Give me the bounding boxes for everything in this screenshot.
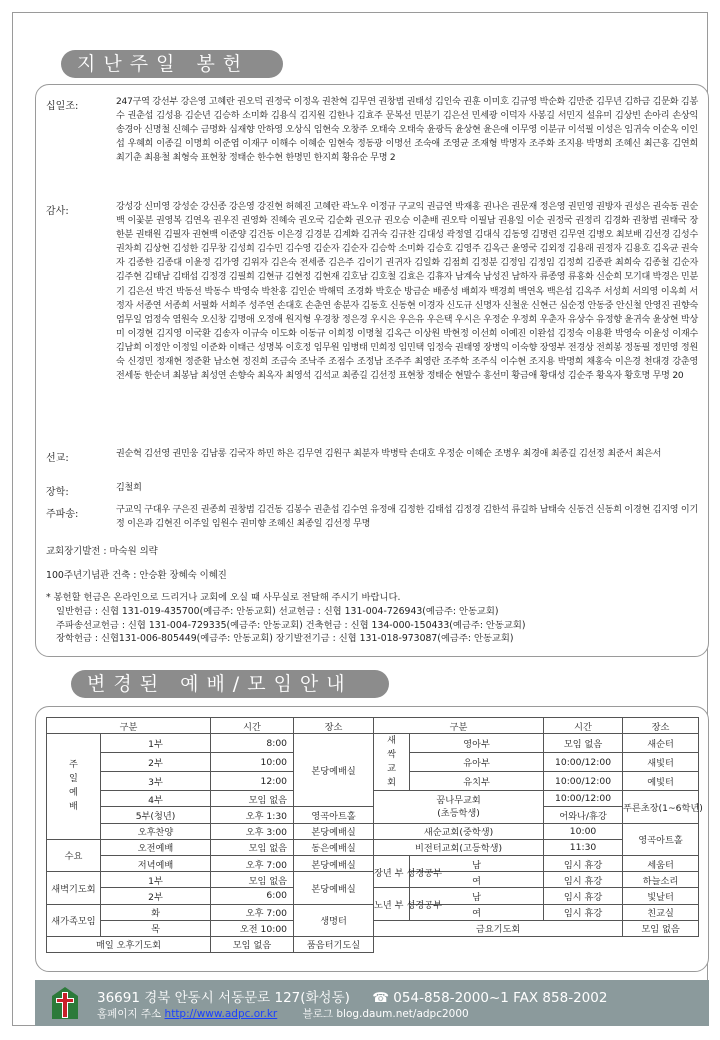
table-row: [47, 904, 699, 920]
cell: 새빛터: [623, 753, 699, 772]
cell: 모임 없음: [623, 920, 699, 936]
notice-line: 주파송선교헌금 : 신협 131-004-729335(예금주: 안동교회) 건축헌금 : 신협 134-000-150433(예금주: 안동교회): [56, 619, 526, 631]
cell: 새벽기도회: [47, 872, 101, 904]
cell: 본당예배실: [294, 823, 374, 839]
cell: 새순교회(중학생): [374, 823, 544, 839]
cell: 예빛터: [623, 772, 699, 791]
address: 36691 경북 안동시 서동문로 127(화성동): [97, 990, 350, 1006]
cell: 어와나/휴강: [544, 807, 623, 823]
schedule-section-title: 변경된 예배/모임안내: [71, 670, 389, 698]
dream-church-label: 꿈나무교회 (초등학생): [374, 791, 544, 823]
table-row: [47, 872, 699, 888]
cell: 임시 휴강: [544, 888, 623, 904]
footer: [35, 980, 709, 1026]
cell: 2부: [101, 753, 211, 772]
homepage-link[interactable]: http://www.adpc.or.kr: [164, 1008, 278, 1020]
cell: 화: [101, 904, 211, 920]
cell: 10:00/12:00: [544, 791, 623, 807]
phone: ☎ 054-858-2000~1 FAX 858-2002: [372, 990, 608, 1006]
cell: 임시 휴강: [544, 855, 623, 871]
cell: 8:00: [211, 734, 294, 753]
cell: 모임 없음: [544, 734, 623, 753]
cell: 세움터: [623, 855, 699, 871]
cell: 영곡아트홀: [623, 823, 699, 855]
sunday-worship-label: 주일예배: [47, 734, 101, 840]
cell: 유치부: [410, 772, 544, 791]
cell: 10:00: [544, 823, 623, 839]
table-row: [47, 823, 699, 839]
church-logo-icon: [51, 986, 79, 1020]
cell: 본당예배실: [294, 734, 374, 807]
table-row: [47, 855, 699, 871]
cell: 오후 3:00: [211, 823, 294, 839]
cell: 푸른초장(1~6학년): [623, 791, 699, 823]
offering-notice: [46, 591, 696, 646]
cell: 오후 7:00: [211, 904, 294, 920]
table-row: [47, 936, 699, 952]
cell: 12:00: [211, 772, 294, 791]
cell: 임시 휴강: [544, 872, 623, 888]
cell: 오전예배: [101, 839, 211, 855]
cell: 목: [101, 920, 211, 936]
cell: 임시 휴강: [544, 904, 623, 920]
sunday-school-label: 새싹교회: [374, 734, 410, 791]
cell: 10:00/12:00: [544, 772, 623, 791]
cell: 오후찬양: [101, 823, 211, 839]
schedule-box: [35, 706, 709, 972]
cell: 오후 7:00: [211, 855, 294, 871]
cell: 비전터교회(고등학생): [374, 839, 544, 855]
cell: 영아부: [410, 734, 544, 753]
col-header: 시간: [211, 718, 294, 734]
cell: 11:30: [544, 839, 623, 855]
homepage-label: 홈페이지 주소: [97, 1008, 162, 1020]
cell: 노년 부 성경공부: [374, 888, 410, 920]
col-header: 구분: [374, 718, 544, 734]
col-header: 시간: [544, 718, 623, 734]
col-header: 장소: [623, 718, 699, 734]
cell: 영곡아트홀: [294, 807, 374, 823]
memorial-names: 구교익 구대우 구은진 권종희 권창범 김건동 김봉수 권춘섭 김수연 유정애 김정한 김태섭 김정경 김한석 류길하 남태숙 신동건 신동희 이경현 김지영 이기정 이은과 김현진 이주일 임원수 권미향 조혜신 최종일 김선정 무명: [116, 505, 698, 530]
blog-address: 블로그 blog.daum.net/adpc2000: [302, 1008, 469, 1020]
tithe-names: 247구역 강선부 강은영 고혜란 권오덕 권정국 이정옥 권찬혁 김무연 권창범 권태성 김인숙 권훈 이미호 김규영 박순화 김만준 김무년 김하금 김문화 김봉수 권춘섭 김성용 김순년 김승하 소미화 김용식 김지원 김한나 김효주 문복선 민분기 김은선 민세광 이덕자 사봉길 서민지 설유미 김상빈 손아리 손상익 송경아 신명철 신혜수 금명화 심재향 안하영 오상식 임현숙 오창주 오태숙 오태숙 윤광득 윤상현 윤은애 이무영 이분규 이석필 이성은 임귀숙 이순옥 이인섭 우혜희 이종길 이명희 이준엽 이재구 이해수 이혜순 임현숙 정동광 이명선 조숙애 조영균 조재형 박명자 조주화 조지용 박명희 조혜신 최근홍 김연희 최기춘 최용철 최형숙 표현창 정태순 한수현 한명민 한지희 황유순 무명 2: [116, 97, 698, 164]
scholarship-label: 장학:: [46, 487, 69, 498]
memorial-label: 주파송:: [46, 509, 79, 520]
cell: 여: [410, 904, 544, 920]
offerings-box: [35, 84, 709, 657]
cell: 오후 1:30: [211, 807, 294, 823]
cell: 남: [410, 888, 544, 904]
table-row: [47, 718, 699, 734]
cell: 본당예배실: [294, 872, 374, 904]
cell: 10:00: [211, 753, 294, 772]
empty-cell: [374, 936, 699, 952]
cell: 동은예배실: [294, 839, 374, 855]
cell: 저녁예배: [101, 855, 211, 871]
cell: 모임 없음: [211, 936, 294, 952]
cell: 본당예배실: [294, 855, 374, 871]
cell: 생명터: [294, 904, 374, 936]
equipment-line: 교회장기발전 : 마숙원 의략: [46, 546, 158, 557]
cell: 매일 오후기도회: [47, 936, 211, 952]
cell: 오전 10:00: [211, 920, 294, 936]
thanks-names: 강성강 신미영 강성순 강신종 강은영 강진현 허혜진 고혜란 곽노우 이정규 구교익 권금연 박재홍 권나은 권문재 정은영 권민영 권방자 권성은 권숙동 권순백 이꽃분 권영복 김연옥 권우진 권영화 진혜숙 권오국 김순화 권오규 권오승 이춘배 권오탁 이필남 권용일 이순 권정국 권정리 김경화 권창범 권태국 장한분 권태원 김필자 권현백 이준양 김건동 이은경 김경분 김계화 김귀숙 김규찬 김대성 곽정열 김대식 김동영 김명련 김무연 김병오 최보배 김선경 김성수 권차희 김상현 김성한 김무창 김성희 김수민 김수영 김순자 김순자 김승학 소미화 김승호 김영주 김옥근 윤영국 김외정 김용래 권정자 김용호 김옥균 권숙자 김종한 김종대 이윤정 김가영 김위자 김은숙 전세종 김은주 김이기 권귀자 김일화 김점희 김정분 김정임 김정임 김정희 김종관 최희숙 김종철 김순자 김주현 김태남 김태섭 김정경 김필희 김현규 김현정 김현재 김호남 김호철 김효은 김휴자 남계숙 남성진 남하자 류종영 류홍화 신순희 모기대 박경은 민분기 김은선 박건 박동선 박동수 박영숙 박찬홍 김인순 박해덕 조경화 박호순 방금순 배종성 배희자 백경희 백연옥 백은섭 김옥주 서성희 서의영 이옥희 서정자 서종연 서종희 서필화 서희주 성주연 손대호 손춘연 송분자 김동호 신동현 이경자 신도규 신명자 신철운 신현근 심순정 안동중 안신철 안영진 권향숙 엄무일 엄정숙 염원숙 오신창 김명애 오정애 원지형 우경창 정은경 우시은 우은유 우은택 우시은 우정순 우정희 우춘자 유상수 유정향 윤귀숙 윤상현 박상미 이경현 김지영 이국환 김송자 이규숙 이도화 이동규 이희정 이명철 김옥근 이상원 박현정 이선희 이예진 이완섭 김정숙 이용환 박영숙 이윤성 이재수 김남희 이정안 이정일 이준화 이태근 성명복 이호정 임무원 임병태 민희정 임민택 임정숙 권태영 장병익 이숙향 장영부 전경상 전희봉 정동필 정민영 정원숙 신경민 정재현 정준환 남소현 정진희 조금숙 조낙주 조점수 조정남 조주주 최영란 조주학 조주식 이수현 조지용 박명희 채홍숙 이은경 천대경 강춘영 전세동 한순녀 최봉남 최성연 손향숙 최옥자 최영석 김석교 최종길 김선정 표현창 정태순 현말수 홍선미 황금애 황대성 김순주 황옥자 황호명 무명 20: [116, 202, 698, 382]
cell: 4부: [101, 791, 211, 807]
cell: 새순터: [623, 734, 699, 753]
col-header: 구분: [47, 718, 211, 734]
schedule-table: [46, 717, 703, 953]
missions-label: 선교:: [46, 453, 69, 464]
table-row: [47, 734, 699, 753]
notice-line: 장학헌금 : 신협131-006-805449(예금주: 안동교회) 장기발전기금 : 신협 131-018-973087(예금주: 안동교회): [56, 633, 514, 645]
notice-line: 일반헌금 : 신협 131-019-435700(예금주: 안동교회) 선교헌금 : 신협 131-004-726943(예금주: 안동교회): [56, 605, 499, 617]
cell: 3부: [101, 772, 211, 791]
cell: 모임 없음: [211, 872, 294, 888]
cell: 금요기도회: [374, 920, 623, 936]
cell: 1부: [101, 734, 211, 753]
table-row: [47, 807, 699, 823]
cell: 친교실: [623, 904, 699, 920]
bulletin-page: [12, 12, 708, 1026]
cell: 6:00: [211, 888, 294, 904]
missions-names: 권순혁 김선영 권민웅 김남롱 김국자 하민 하은 김무연 김원구 최분자 박병탁 손대호 우정순 이혜순 조병우 최경애 최종길 김선정 최준서 최은서: [116, 449, 662, 459]
cell: 여: [410, 872, 544, 888]
footer-address-line: [97, 986, 607, 1006]
offerings-section-title: 지난주일 봉헌: [61, 50, 283, 78]
cell: 2부: [101, 888, 211, 904]
centennial-line: 100주년기념관 건축 : 안승환 장혜숙 이혜진: [46, 570, 227, 581]
cell: 장년 부 성경공부: [374, 855, 410, 887]
thanks-label: 감사:: [46, 206, 69, 217]
scholarship-names: 김철희: [116, 483, 142, 493]
cell: 수요: [47, 839, 101, 871]
cell: 1부: [101, 872, 211, 888]
cell: 모임 없음: [211, 839, 294, 855]
cell: 새가족모임: [47, 904, 101, 936]
cell: 하늘소리: [623, 872, 699, 888]
cell: 모임 없음: [211, 791, 294, 807]
cell: 5부(청년): [101, 807, 211, 823]
footer-web-line: [97, 1006, 469, 1021]
cell: 유아부: [410, 753, 544, 772]
tithe-label: 십일조:: [46, 101, 79, 112]
cell: 빛날터: [623, 888, 699, 904]
notice-line: * 봉헌할 헌금은 온라인으로 드리거나 교회에 오실 때 사무실로 전달해 주시기 바랍니다.: [46, 592, 401, 603]
cell: 10:00/12:00: [544, 753, 623, 772]
col-header: 장소: [294, 718, 374, 734]
cell: 남: [410, 855, 544, 871]
table-row: [47, 839, 699, 855]
cell: 품음터기도실: [294, 936, 374, 952]
